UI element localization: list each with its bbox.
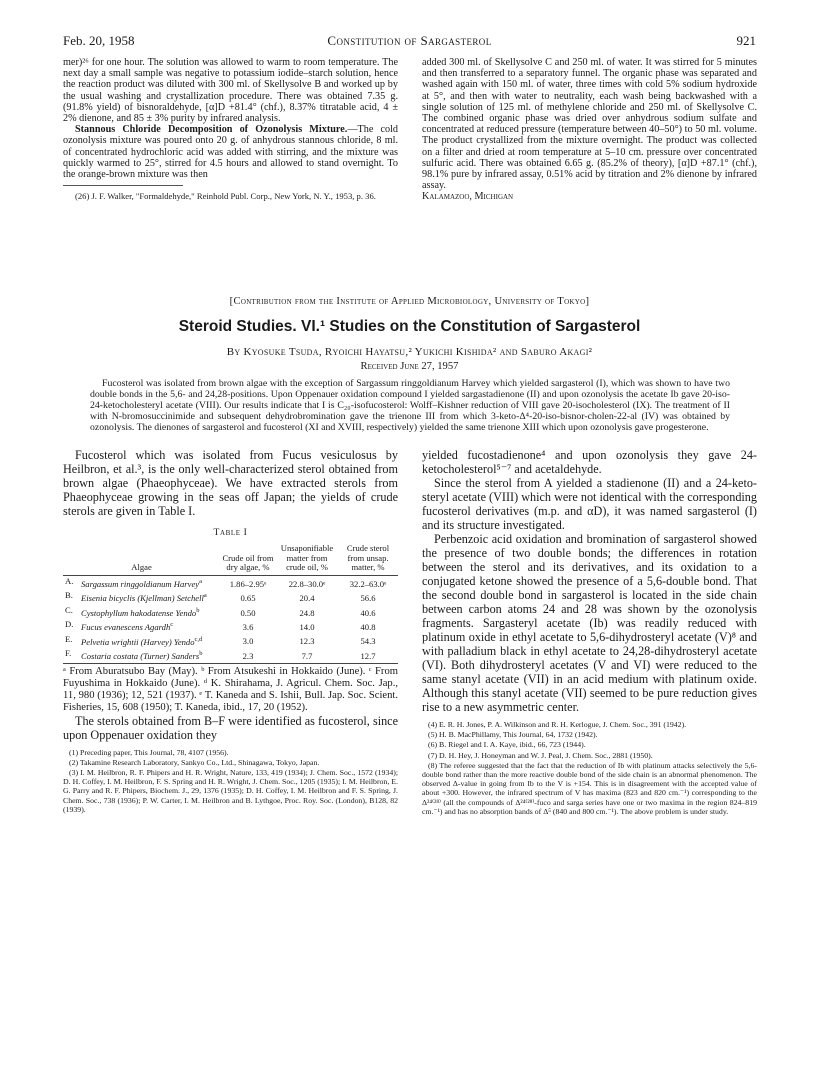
source-note-marker: c [170,621,174,629]
issue-date: Feb. 20, 1958 [63,33,135,48]
crude-sterol-value: 54.3 [360,636,376,647]
author-location: Kalamazoo, Michigan [422,191,514,203]
row-letter: B. [65,590,73,601]
table-header-row [63,544,398,575]
crude-oil-value: 2.3 [220,648,276,663]
body-paragraph: Since the sterol from A yielded a stadienone (II) and a 24-keto-steryl acetate (VIII) which were not identical with the corresponding fucosterol derivatives (m.p. and αD), it was named sargasterol (I) and its structure investigated. [422,476,757,532]
footnote: (4) E. R. H. Jones, P. A. Wilkinson and R. H. Kerlogue, J. Chem. Soc., 391 (1942). [428,720,687,729]
unsaponifiable-value: 22.8–30.0ᵉ [288,578,326,589]
table-notes: ᵃ From Aburatsubo Bay (May). ᵇ From Atsukeshi in Hokkaido (June). ᶜ From Fuyushima in Hokkaido (June). ᵈ K. Shirahama, J. Agricul. Chem. Soc. Jap., 11, 980 (1936); 12, 521 (1937). ᵉ T. Kaneda and S. Ishii, Bull. Jap. Soc. Scient. Fisheries, 15, 608 (1950); T. Kaneda, ibid., 17, 20 (1952). [63,665,398,713]
previous-article-left-column [63,57,398,201]
row-letter: E. [65,633,73,644]
unsaponifiable-value: 7.7 [276,648,338,663]
table-row [63,590,398,604]
contribution-line: [Contribution from the Institute of Applied Microbiology, University of Tokyo] [229,296,590,307]
running-head [63,33,756,49]
unsaponifiable-value: 12.3 [299,636,315,647]
alga-species: Eisenia bicyclis (Kjellman) Setchell [81,593,204,604]
body-paragraph: yielded fucostadienone⁴ and upon ozonolysis they gave 24-ketocholesterol⁵⁻⁷ and acetaldehyde. [422,448,757,476]
footnote-divider [63,185,183,186]
column-header: Unsaponifiable matter from crude oil, % [276,544,338,575]
crude-oil-value: 1.86–2.95ᵉ [229,578,267,589]
footnote: (7) D. H. Hey, J. Honeyman and W. J. Peal, J. Chem. Soc., 2881 (1950). [428,750,653,760]
crude-sterol-value: 32.2–63.0ᵉ [349,578,387,589]
row-letter: C. [65,604,73,615]
alga-name [79,619,220,633]
footnote: (5) H. B. MacPhillamy, This Journal, 64, 1732 (1942). [428,730,598,740]
table-row [63,605,398,619]
footnote: (1) Preceding paper, This Journal, 78, 4107 (1956). [69,747,229,757]
sterol-yield-table [63,544,398,664]
body-paragraph: The sterols obtained from B–F were identified as fucosterol, since upon Oppenauer oxidation they [63,713,398,742]
alga-name [79,648,220,663]
body-paragraph: Perbenzoic acid oxidation and bromination of sargasterol showed the presence of two double bonds; the differences in rotation between the sterol and its derivatives, and its oxidation to a conjugated ketone showed the presence of a 5,6-double bond. That the second double bond in sargasterol is located in the side chain between carbon atoms 24 and 28 was shown by the ozonolysis fragments. Sargasteryl acetate (Ib) was readily reduced with platinum oxide in ethyl acetate to 5,6-dihydrosteryl acetate (V)⁸ and with palladium black in ethyl acetate to 24,28-dihydrosteryl acetate (VI). Both dihydrosteryl acetates (V and VI) were reduced to the same stanyl acetate (VII) in an acid medium with platinum oxide. Although this stanyl acetate (VII) seemed to be pure reduction gives rise to a new asymmetric center. [422,532,757,714]
alga-name [79,575,220,590]
table-body [63,575,398,663]
footnote: (2) Takamine Research Laboratory, Sankyo Co., Ltd., Shinagawa, Tokyo, Japan. [69,757,320,767]
crude-oil-value: 0.65 [240,593,256,604]
table-row [63,648,398,663]
alga-species: Pelvetia wrightii (Harvey) Yendo [81,636,195,647]
footnote: (6) B. Riegel and I. A. Kaye, ibid., 66, 723 (1944). [428,740,586,750]
experimental-paragraph: mer)²⁶ for one hour. The solution was allowed to warm to room temperature. The next day a small sample was negative to potassium iodide–starch solution, hence the reaction product was diluted with 300 ml. of Skellysolve B and worked up by the usual washing and crystallization procedure. There was obtained 7.35 g. (91.8% yield) of bisnoraldehyde, [α]D +81.4° (chf.), 8.37% titratable acid, 4 ± 2% dienone, and 85 ± 3% purity by infrared analysis. [63,57,398,125]
source-note-marker: a [199,577,202,585]
row-letter: D. [65,619,74,630]
alga-name [79,634,220,648]
abstract: Fucosterol was isolated from brown algae with the exception of Sargassum ringgoldianum Harvey which yielded sargasterol (I), which was shown to have two double bonds in the 5,6- and 24,28-positions. Upon Oppenauer oxidation compound I yielded sargastadienone (II) and upon ozonolysis the acetate Ib gave 20-iso-24-ketocholesteryl acetate (VIII). Our results indicate that I is C₂₀-isofucosterol: Wolff–Kishner reduction of VIII gave 20-isocholesterol (IX). The treatment of II with N-bromosuccinimide and subsequent dehydrobromination gave the trienone III from which 3-keto-Δ⁴-20-iso-bisnor-cholen-22-al (IV) was obtained by ozonolysis. The dienones of sargasterol and fucosterol (XI and XVIII, respectively) yielded the same trienone XIII which upon ozonolysis gave progesterone. [90,378,730,433]
alga-species: Costaria costata (Turner) Sanders [81,650,200,661]
alga-species: Fucus evanescens Agardh [81,622,171,632]
table-row [63,619,398,633]
alga-name [79,590,220,604]
experimental-paragraph [63,124,398,180]
unsaponifiable-value: 24.8 [299,607,315,618]
experimental-text: —The cold ozonolysis mixture was poured onto 20 g. of anhydrous stannous chloride, 8 ml. of concentrated hydrochloric acid was added with stirring, and the mixture was quickly warmed to 25°, stirred for 4.5 hours and allowed to stand overnight. To the orange-brown mixture was then [63,124,399,181]
table-row [63,575,398,590]
body-left-column [63,448,398,815]
received-date: Received June 27, 1957 [360,361,459,372]
article-title: Steroid Studies. VI.¹ Studies on the Constitution of Sargasterol [178,318,641,335]
table-caption: Table I [213,527,248,538]
references [422,720,757,816]
page-number: 921 [736,33,756,48]
running-title: Constitution of Sargasterol [327,33,492,48]
experimental-paragraph: added 300 ml. of Skellysolve C and 250 ml. of water. It was stirred for 5 minutes and then transferred to a separatory funnel. The organic phase was separated and washed again with 150 ml. of water, three times with cold 5% sodium hydroxide at 5°, and then with water to neutrality, each wash being backwashed with a single solution of 125 ml. of methylene chloride and 250 ml. of Skellysolve C. The combined organic phase was dried over anhydrous sodium sulfate and concentrated at reduced pressure (temperature between 40–50°) to 50 ml. volume. The product crystallized from the mixture overnight. The product was collected on a filter and dried at room temperature at 5–10 cm. pressure over concentrated sulfuric acid. There was obtained 6.65 g. (85.2% of theory), [α]D +87.1° (chf.), 98.1% pure by infrared assay, 0.51% acid by titration and 2% dienone by infrared assay. [422,57,757,192]
crude-sterol-value: 12.7 [338,648,398,663]
alga-species: Cystophyllum hakodatense Yendo [81,607,197,618]
source-note-marker: b [196,606,200,614]
section-heading: Stannous Chloride Decomposition of Ozonolysis Mixture. [75,124,348,136]
unsaponifiable-value: 20.4 [299,593,315,604]
previous-article-right-column [422,57,757,203]
crude-sterol-value: 40.8 [360,622,376,632]
crude-oil-value: 0.50 [240,607,256,618]
column-header: Crude oil from dry algae, % [220,544,276,575]
row-letter: A. [65,575,74,586]
unsaponifiable-value: 14.0 [299,622,315,632]
footnote: (26) J. F. Walker, "Formaldehyde," Reinhold Publ. Corp., New York, N. Y., 1953, p. 36. [75,191,376,202]
alga-name [79,605,220,619]
crude-oil-value: 3.6 [242,622,254,632]
source-note-marker: b [199,650,203,658]
source-note-marker: a [203,592,207,600]
row-letter: F. [63,648,79,663]
table-row [63,634,398,648]
alga-species: Sargassum ringgoldianum Harvey [81,578,200,589]
body-right-column [422,448,757,817]
intro-paragraph: Fucosterol which was isolated from Fucus vesiculosus by Heilbron, et al.³, is the only well-characterized sterol obtained from brown algae (Phaeophyceae). We have extracted sterols from Phaeophyceae growing in the seas off Japan; the yields of crude sterols are given in Table I. [63,448,398,518]
crude-sterol-value: 56.6 [360,593,376,604]
column-header: Algae [63,544,220,575]
source-note-marker: c,d [194,635,203,643]
footnote: (3) I. M. Heilbron, R. F. Phipers and H. R. Wright, Nature, 133, 419 (1934); J. Chem. Soc., 1572 (1934); D. H. Coffey, I. M. Heilbron, F. S. Spring and H. R. Wright, J. Chem. Soc., 1205 (1935); I. M. Heilbron, E. G. Parry and R. F. Phipers, Biochem. J., 29, 1376 (1935); D. H. Coffey, I. M. Heilbron and F. S. Spring, J. Chem. Soc., 738 (1936); P. W. Carter, I. M. Heilbron and B. Lythgoe, Proc. Roy. Soc. (London), B128, 82 (1939). [63,767,398,814]
author-list: By Kyosuke Tsuda, Ryoichi Hayatsu,² Yukichi Kishida² and Saburo Akagi² [226,346,593,358]
crude-sterol-value: 40.6 [360,607,376,618]
crude-oil-value: 3.0 [242,636,254,647]
column-header: Crude sterol from unsap. matter, % [338,544,398,575]
footnotes [63,748,398,814]
footnote: (8) The referee suggested that the fact that the reduction of Ib with platinum attacks selectively the 5,6-double bond rather than the more reactive double bond of the side chain is an abnormal phenomenon. The observed Δ-value in going from Ib to the V is +154. This is in disagreement with the accepted value of about +300. However, the infrared spectrum of V has maxima (823 and 820 cm.⁻¹) corresponding to the Δ²⁴⁽²⁸⁾ (all the compounds of Δ²⁴⁽²⁸⁾-fuco and sarga series have one or two maxima in the region 824–819 cm.⁻¹) and has no absorption bands of Δ⁵ (840 and 800 cm.⁻¹). The above problem is under study. [422,760,757,816]
